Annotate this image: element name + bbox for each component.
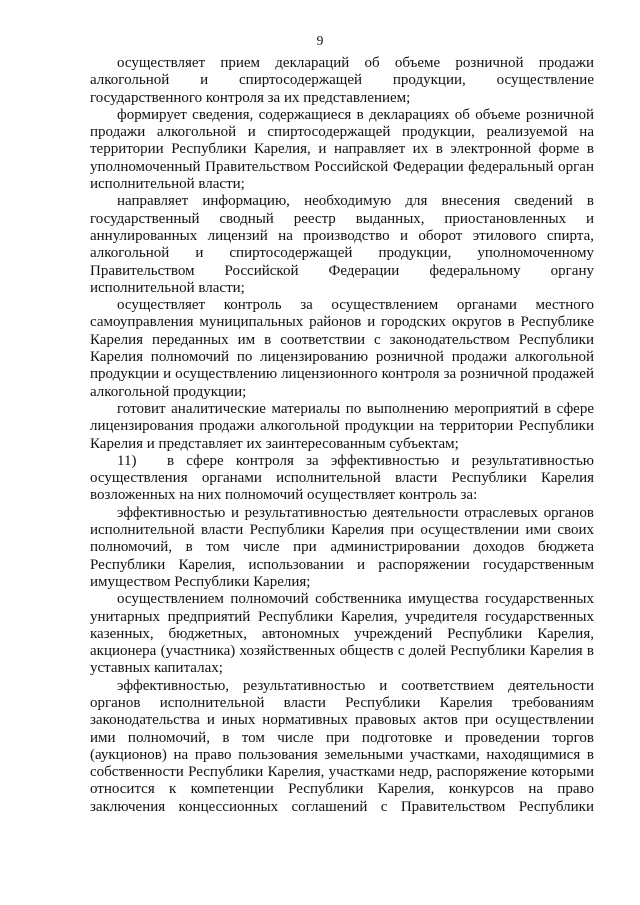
item-number: 11) <box>117 452 137 469</box>
paragraph: эффективностью, результативностью и соответствием деятельности органов исполнительной власти Республики Карелия требованиям законодательства и иных нормативных правовых актов при осуществлении ими полномочий, в том числе при подготовке и проведении торгов (аукционов) на право пользования земельными участками, находящимися в собственности Республики Карелия, участками недр, распоряжение которыми относится к компетенции Республики Карелия, конкурсов на право заключения концессионных соглашений с Правительством Республики <box>90 677 594 815</box>
paragraph: готовит аналитические материалы по выполнению мероприятий в сфере лицензирования продажи алкогольной продукции на территории Республики Карелия и представляет их заинтересованным субъектам; <box>90 400 594 452</box>
page-number: 9 <box>316 33 324 48</box>
paragraph: осуществляет прием деклараций об объеме розничной продажи алкогольной и спиртосодержащей продукции, осуществление государственного контроля за их представлением; <box>90 55 594 106</box>
numbered-item <box>90 453 594 505</box>
document-body <box>90 55 594 816</box>
paragraph: осуществляет контроль за осуществлением органами местного самоуправления муниципальных районов и городских округов в Республике Карелия переданных им в соответствии с законодательством Республики Карелия полномочий по лицензированию розничной продажи алкогольной продукции и осуществлению лицензионного контроля за розничной продажей алкогольной продукции; <box>90 297 594 400</box>
item-text: в сфере контроля за эффективностью и результативностью осуществления органами исполнительной власти Республики Карелия возложенных на них полномочий осуществляет контроль за: <box>90 452 594 504</box>
paragraph: эффективностью и результативностью деятельности отраслевых органов исполнительной власти Республики Карелия при осуществлении ими своих полномочий, в том числе при администрировании доходов бюджета Республики Карелия, использовании и распоряжении государственным имуществом Республики Карелия; <box>90 504 594 590</box>
paragraph: направляет информацию, необходимую для внесения сведений в государственный сводный реестр выданных, приостановленных и аннулированных лицензий на производство и оборот этилового спирта, алкогольной и спиртосодержащей продукции, уполномоченному Правительством Российской Федерации федеральному органу исполнительной власти; <box>90 193 594 296</box>
paragraph: осуществлением полномочий собственника имущества государственных унитарных предприятий Республики Карелия, учредителя государственных казенных, бюджетных, автономных учреждений Республики Карелия, акционера (участника) хозяйственных обществ с долей Республики Карелия в уставных капиталах; <box>90 591 594 677</box>
paragraph: формирует сведения, содержащиеся в декларациях об объеме розничной продажи алкогольной и спиртосодержащей продукции, реализуемой на территории Республики Карелия, и направляет их в электронной форме в уполномоченный Правительством Российской Федерации федеральный орган исполнительной власти; <box>90 106 594 193</box>
